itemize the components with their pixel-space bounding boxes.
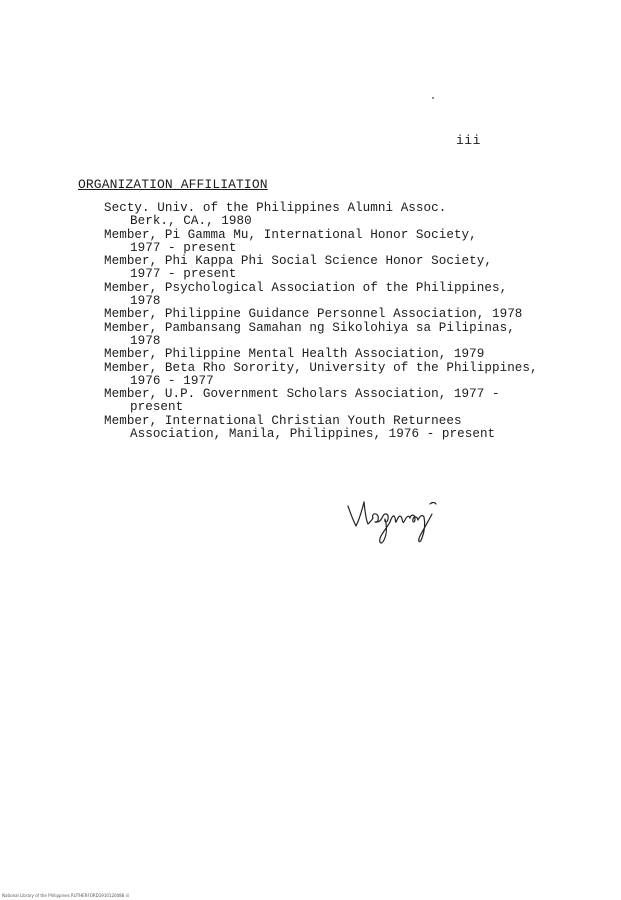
- entry-line: Member, Philippine Guidance Personnel Association, 1978: [104, 307, 523, 322]
- affiliation-entry: [104, 415, 614, 442]
- entry-line: Member, Pi Gamma Mu, International Honor Society,: [104, 227, 477, 242]
- entry-line: Member, Phi Kappa Phi Social Science Honor Society,: [104, 254, 492, 269]
- entry-line-continued: 1977 - present: [130, 240, 237, 255]
- affiliation-entry: [104, 348, 614, 361]
- affiliation-entry: [104, 388, 614, 415]
- affiliation-list: [104, 202, 614, 441]
- entry-line: Secty. Univ. of the Philippines Alumni Assoc.: [104, 201, 447, 215]
- affiliation-entry: [104, 282, 614, 309]
- scan-speck: [432, 97, 434, 99]
- archive-footer: National Library of the Philippines RUTHERFORD1910120088 iii: [2, 893, 129, 898]
- affiliation-entry: [104, 362, 614, 389]
- entry-line: Member, Psychological Association of the Philippines,: [104, 280, 508, 295]
- affiliation-entry: [104, 308, 614, 321]
- entry-line: Member, International Christian Youth Returnees: [104, 413, 462, 428]
- entry-line-continued: 1978: [130, 294, 161, 309]
- affiliation-entry: [104, 202, 614, 229]
- entry-line: Member, Philippine Mental Health Association, 1979: [104, 347, 485, 362]
- affiliation-entry: [104, 255, 614, 282]
- entry-line-continued: Association, Manila, Philippines, 1976 - present: [130, 427, 496, 442]
- signature: [340, 492, 450, 552]
- entry-line: Member, Beta Rho Sorority, University of the Philippines,: [104, 360, 538, 375]
- entry-line-continued: 1977 - present: [130, 267, 237, 282]
- affiliation-entry: [104, 229, 614, 256]
- affiliation-entry: [104, 322, 614, 349]
- entry-line-continued: present: [130, 400, 184, 415]
- entry-line-continued: Berk., CA., 1980: [130, 214, 252, 229]
- entry-line: Member, Pambansang Samahan ng Sikolohiya sa Pilipinas,: [104, 320, 515, 335]
- entry-line-continued: 1978: [130, 333, 161, 348]
- entry-line: Member, U.P. Government Scholars Association, 1977 -: [104, 387, 500, 402]
- entry-line-continued: 1976 - 1977: [130, 373, 214, 388]
- section-title: ORGANIZATION AFFILIATION: [78, 177, 268, 192]
- page-number: iii: [456, 133, 481, 148]
